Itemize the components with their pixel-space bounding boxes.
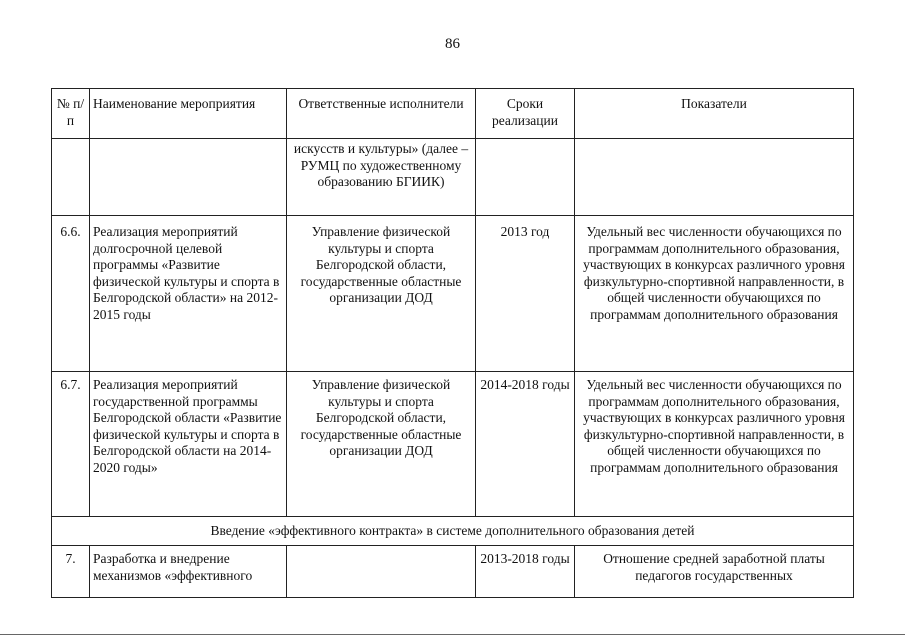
page-bottom-rule <box>0 634 905 635</box>
cell-name <box>90 139 287 216</box>
cell-num: 7. <box>52 546 90 598</box>
cell-terms <box>476 139 575 216</box>
cell-indicators: Отношение средней заработной платы педагогов государственных <box>575 546 854 598</box>
section-row <box>52 517 854 546</box>
cell-terms: 2014-2018 годы <box>476 372 575 517</box>
table-row <box>52 372 854 517</box>
page-number: 86 <box>445 36 460 52</box>
table-row <box>52 139 854 216</box>
cell-indicators: Удельный вес численности обучающихся по программам дополнительного образования, участвующих в конкурсах различного уровня физкультурно-спортивной направленности, в общей численности обучающихся по программам дополнительного образования <box>575 216 854 372</box>
header-name: Наименование мероприятия <box>90 89 287 139</box>
cell-terms: 2013 год <box>476 216 575 372</box>
header-responsible: Ответственные исполнители <box>287 89 476 139</box>
header-terms: Сроки реализации <box>476 89 575 139</box>
cell-num: 6.6. <box>52 216 90 372</box>
section-heading: Введение «эффективного контракта» в системе дополнительного образования детей <box>52 517 854 546</box>
cell-responsible: искусств и культуры» (далее – РУМЦ по художественному образованию БГИИК) <box>287 139 476 216</box>
cell-name: Реализация мероприятий государственной программы Белгородской области «Развитие физической культуры и спорта в Белгородской области на 2014-2020 годы» <box>90 372 287 517</box>
cell-name: Реализация мероприятий долгосрочной целевой программы «Развитие физической культуры и спорта в Белгородской области» на 2012-2015 годы <box>90 216 287 372</box>
header-indicators: Показатели <box>575 89 854 139</box>
table-header-row <box>52 89 854 139</box>
cell-responsible <box>287 546 476 598</box>
cell-responsible: Управление физической культуры и спорта Белгородской области, государственные областные организации ДОД <box>287 216 476 372</box>
table-row <box>52 216 854 372</box>
table-row <box>52 546 854 598</box>
cell-terms: 2013-2018 годы <box>476 546 575 598</box>
cell-num: 6.7. <box>52 372 90 517</box>
cell-indicators <box>575 139 854 216</box>
cell-num <box>52 139 90 216</box>
header-num: № п/п <box>52 89 90 139</box>
cell-name: Разработка и внедрение механизмов «эффективного <box>90 546 287 598</box>
cell-responsible: Управление физической культуры и спорта Белгородской области, государственные областные организации ДОД <box>287 372 476 517</box>
measures-table <box>51 88 854 598</box>
cell-indicators: Удельный вес численности обучающихся по программам дополнительного образования, участвующих в конкурсах различного уровня физкультурно-спортивной направленности, в общей численности обучающихся по программам дополнительного образования <box>575 372 854 517</box>
